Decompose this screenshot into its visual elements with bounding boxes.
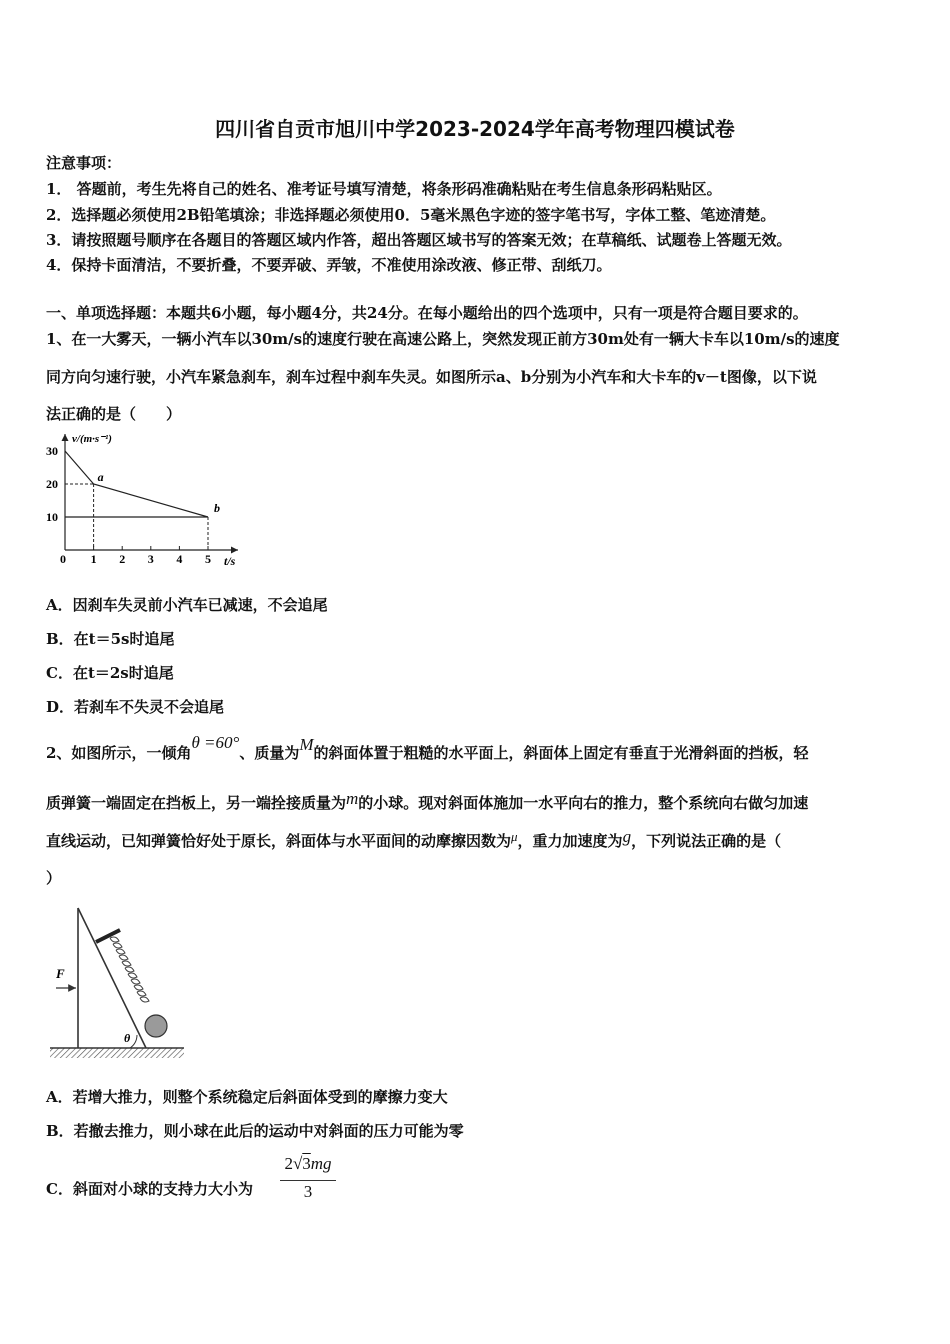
- mass-m-symbol: m: [346, 789, 359, 808]
- y-tick-label: 20: [46, 477, 58, 491]
- q1-option-b: B．在t＝5s时追尾: [46, 630, 175, 648]
- notice-heading: 注意事项：: [46, 154, 122, 172]
- q2-text: 、质量为: [239, 744, 300, 762]
- mass-M-symbol: M: [299, 735, 314, 754]
- spring: [110, 937, 149, 1002]
- q1-option-a: A．因刹车失灵前小汽车已减速，不会追尾: [46, 596, 328, 614]
- angle-label: θ: [124, 1031, 131, 1045]
- q2-text: ，重力加速度为: [517, 832, 623, 850]
- q1-option-d: D．若刹车不失灵不会追尾: [46, 698, 225, 716]
- q2-text: 的小球。现对斜面体施加一水平向右的推力，整个系统向右做匀加速: [358, 794, 809, 812]
- notice-item: 3．请按照题号顺序在各题目的答题区域内作答，超出答题区域书写的答案无效；在草稿纸、试题卷上答题无效。: [46, 231, 792, 249]
- mu-symbol: μ: [511, 829, 518, 844]
- x-tick-label: 4: [176, 552, 183, 566]
- force-label: F: [56, 966, 65, 981]
- x-tick-label: 1: [90, 552, 97, 566]
- x-tick-label: 3: [147, 552, 154, 566]
- baffle-plate: [96, 930, 120, 942]
- y-tick-label: 10: [46, 510, 58, 524]
- small-ball: [145, 1015, 167, 1037]
- y-axis-label: v/(m·s⁻¹): [72, 433, 112, 445]
- vt-graph: [40, 428, 255, 576]
- fraction-numerator: 2√3mg: [284, 1154, 332, 1173]
- q2-option-b: B．若撤去推力，则小球在此后的运动中对斜面的压力可能为零: [46, 1122, 464, 1140]
- incline-diagram: [46, 902, 188, 1064]
- q1-stem-line: 1、在一大雾天，一辆小汽车以30m/s的速度行驶在高速公路上，突然发现正前方30m处有一辆大卡车以10m/s的速度: [46, 330, 840, 348]
- notice-item: 1． 答题前，考生先将自己的姓名、准考证号填写清楚，将条形码准确粘贴在考生信息条形码粘贴区。: [46, 180, 722, 198]
- q2-option-c: C．斜面对小球的支持力大小为: [46, 1180, 253, 1198]
- q2-stem-line3: [46, 827, 782, 851]
- point-label-a: a: [97, 470, 104, 484]
- ground-hatch: [50, 1048, 184, 1058]
- q2-text: 直线运动，已知弹簧恰好处于原长，斜面体与水平面间的动摩擦因数为: [46, 832, 512, 850]
- x-tick-label: 5: [205, 552, 211, 566]
- q2-stem-line4: ）: [46, 869, 62, 887]
- frac-coefficient: 2: [284, 1154, 293, 1173]
- q2-text: 质弹簧一端固定在挡板上，另一端拴接质量为: [46, 794, 347, 812]
- point-label-b: b: [214, 501, 220, 515]
- y-tick-label: 30: [46, 444, 58, 458]
- q2-text: 的斜面体置于粗糙的水平面上，斜面体上固定有垂直于光滑斜面的挡板，轻: [313, 744, 809, 762]
- fraction-denominator: [278, 1182, 338, 1202]
- q2-text: 2、如图所示，一倾角: [46, 744, 192, 762]
- page-title: 四川省自贡市旭川中学2023-2024学年高考物理四模试卷: [215, 117, 735, 141]
- section-heading: 一、单项选择题：本题共6小题，每小题4分，共24分。在每小题给出的四个选项中，只有一项是符合题目要求的。: [46, 304, 808, 322]
- q2-text: ，下列说法正确的是（: [631, 832, 782, 850]
- q1-option-c: C．在t＝2s时追尾: [46, 664, 174, 682]
- q2-stem-line1: [46, 733, 809, 763]
- q2-stem-line2: [46, 789, 809, 813]
- origin-label: 0: [60, 552, 66, 566]
- angle-arc: [130, 1035, 137, 1048]
- q2-option-a: A．若增大推力，则整个系统稳定后斜面体受到的摩擦力变大: [46, 1088, 448, 1106]
- frac-radicand: 3: [302, 1154, 311, 1173]
- notice-item: 2．选择题必须使用2B铅笔填涂；非选择题必须使用0．5毫米黑色字迹的签字笔书写，字体工整、笔迹清楚。: [46, 206, 776, 224]
- x-axis-label: t/s: [224, 554, 236, 568]
- notice-item: 4．保持卡面清洁，不要折叠，不要弄破、弄皱，不准使用涂改液、修正带、刮纸刀。: [46, 256, 612, 274]
- g-symbol: g: [622, 827, 632, 846]
- frac-den: 3: [303, 1182, 313, 1201]
- theta-expression: θ =60°: [191, 733, 240, 752]
- x-tick-label: 2: [119, 552, 126, 566]
- fraction-bar: [280, 1180, 336, 1181]
- q1-stem-line: 同方向匀速行驶，小汽车紧急刹车，刹车过程中刹车失灵。如图所示a、b分别为小汽车和大卡车的v－t图像，以下说: [46, 368, 817, 386]
- q1-stem-line: 法正确的是（ ）: [46, 405, 182, 423]
- frac-mg: mg: [310, 1154, 332, 1173]
